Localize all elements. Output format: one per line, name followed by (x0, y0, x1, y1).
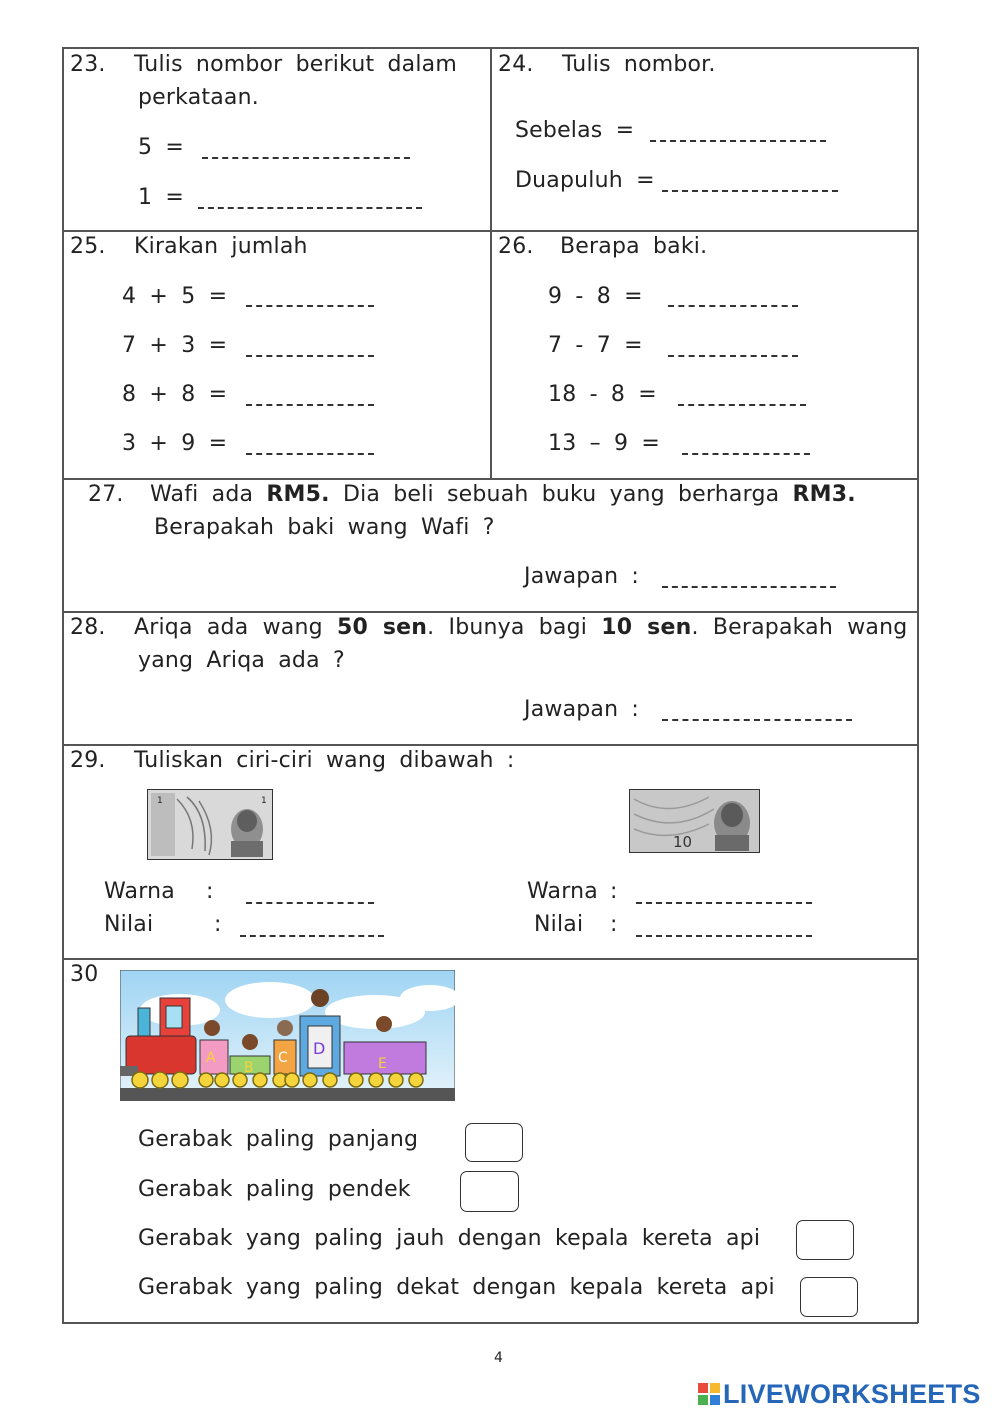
q27-text-a: Wafi ada (150, 482, 254, 507)
q29-nilai-label-1: Nilai (104, 912, 154, 937)
rm1-value-print: 1 (157, 796, 163, 806)
q25-answer-3[interactable] (246, 404, 374, 406)
q29-warna-answer-1[interactable] (246, 902, 374, 904)
q23-instruction: Tulis nombor berikut dalam (134, 52, 457, 77)
q28-text-b: . Ibunya bagi (427, 615, 588, 640)
liveworksheets-logo (698, 1380, 981, 1408)
q24-number: 24. (498, 52, 534, 77)
q23-item-1: 5 = (138, 135, 185, 160)
q29-warna-label-2: Warna (527, 879, 598, 904)
q25-item-1: 4 + 5 = (122, 284, 228, 309)
wagon-letter-a: A (206, 1050, 216, 1066)
q28-text-a: Ariqa ada wang (134, 615, 323, 640)
q28-question: yang Ariqa ada ? (138, 648, 345, 673)
q25-item-2: 7 + 3 = (122, 333, 228, 358)
rm1-banknote-image (147, 789, 273, 860)
q27-text (150, 482, 856, 507)
q28-text-c: . Berapakah wang (691, 615, 908, 640)
q26-item-2: 7 - 7 = (548, 333, 643, 358)
q30-row-3-answer-box[interactable] (796, 1220, 854, 1260)
q25-answer-4[interactable] (246, 453, 374, 455)
q27-answer-label: Jawapan : (524, 564, 640, 589)
q27-number: 27. (88, 482, 124, 507)
q30-row-1-answer-box[interactable] (465, 1123, 523, 1162)
wagon-letter-d: D (313, 1039, 326, 1058)
q25-instruction: Kirakan jumlah (134, 234, 308, 259)
q27-answer-field[interactable] (662, 586, 836, 588)
q29-colon-3: : (610, 879, 618, 904)
q29-warna-answer-2[interactable] (636, 902, 812, 904)
q29-nilai-label-2: Nilai (534, 912, 584, 937)
liveworksheets-logo-icon (698, 1383, 720, 1405)
q25-item-4: 3 + 9 = (122, 431, 228, 456)
q30-row-3-label: Gerabak yang paling jauh dengan kepala kereta api (138, 1226, 761, 1251)
q29-nilai-answer-1[interactable] (240, 935, 384, 937)
q30-row-1-label: Gerabak paling panjang (138, 1127, 419, 1152)
q30-row-2-answer-box[interactable] (460, 1171, 519, 1212)
q26-answer-4[interactable] (682, 453, 810, 455)
q28-text (134, 615, 907, 640)
q25-answer-2[interactable] (246, 355, 374, 357)
q23-number: 23. (70, 52, 106, 77)
q25-answer-1[interactable] (246, 305, 374, 307)
wagon-letter-e: E (378, 1056, 387, 1072)
q29-warna-label-1: Warna (104, 879, 175, 904)
q30-number: 30 (70, 962, 99, 987)
wagon-letter-c: C (278, 1050, 288, 1066)
q26-number: 26. (498, 234, 534, 259)
q26-item-1: 9 - 8 = (548, 284, 643, 309)
rm10-value-print: 10 (673, 833, 693, 851)
q27-text-b: Dia beli sebuah buku yang berharga (342, 482, 780, 507)
q27-amount-rm3: RM3. (792, 482, 856, 507)
q29-colon-1: : (206, 879, 214, 904)
q25-number: 25. (70, 234, 106, 259)
liveworksheets-brand-text: LIVEWORKSHEETS (723, 1378, 981, 1409)
q29-number: 29. (70, 748, 106, 773)
q26-instruction: Berapa baki. (560, 234, 708, 259)
rm10-banknote-image (629, 789, 760, 853)
q26-answer-2[interactable] (668, 355, 798, 357)
q27-question: Berapakah baki wang Wafi ? (154, 515, 495, 540)
q24-answer-2[interactable] (662, 190, 838, 192)
q23-answer-2[interactable] (198, 207, 422, 209)
wagon-letter-b: B (244, 1060, 254, 1076)
q24-item-2: Duapuluh = (515, 168, 655, 193)
q26-item-4: 13 – 9 = (548, 431, 661, 456)
q23-answer-1[interactable] (202, 157, 410, 159)
q23-item-2: 1 = (138, 185, 185, 210)
q30-row-2-label: Gerabak paling pendek (138, 1177, 411, 1202)
rm1-value-print-right: 1 (261, 796, 267, 806)
q24-answer-1[interactable] (650, 140, 826, 142)
q28-number: 28. (70, 615, 106, 640)
q28-answer-field[interactable] (662, 719, 852, 721)
q30-row-4-label: Gerabak yang paling dekat dengan kepala kereta api (138, 1275, 775, 1300)
q24-instruction: Tulis nombor. (562, 52, 716, 77)
q29-colon-4: : (610, 912, 618, 937)
q29-nilai-answer-2[interactable] (636, 935, 812, 937)
page-number: 4 (494, 1350, 503, 1366)
q29-instruction: Tuliskan ciri-ciri wang dibawah : (134, 748, 515, 773)
q28-amount-50sen: 50 sen (336, 615, 428, 640)
q26-item-3: 18 - 8 = (548, 382, 657, 407)
q30-row-4-answer-box[interactable] (800, 1277, 858, 1317)
train-illustration (120, 970, 455, 1101)
q27-amount-rm5: RM5. (266, 482, 330, 507)
q23-instruction-cont: perkataan. (138, 85, 259, 110)
q24-item-1: Sebelas = (515, 118, 635, 143)
q28-amount-10sen: 10 sen (601, 615, 692, 640)
q28-answer-label: Jawapan : (524, 697, 640, 722)
q25-item-3: 8 + 8 = (122, 382, 228, 407)
q26-answer-1[interactable] (668, 305, 798, 307)
q26-answer-3[interactable] (678, 404, 806, 406)
q29-colon-2: : (214, 912, 222, 937)
